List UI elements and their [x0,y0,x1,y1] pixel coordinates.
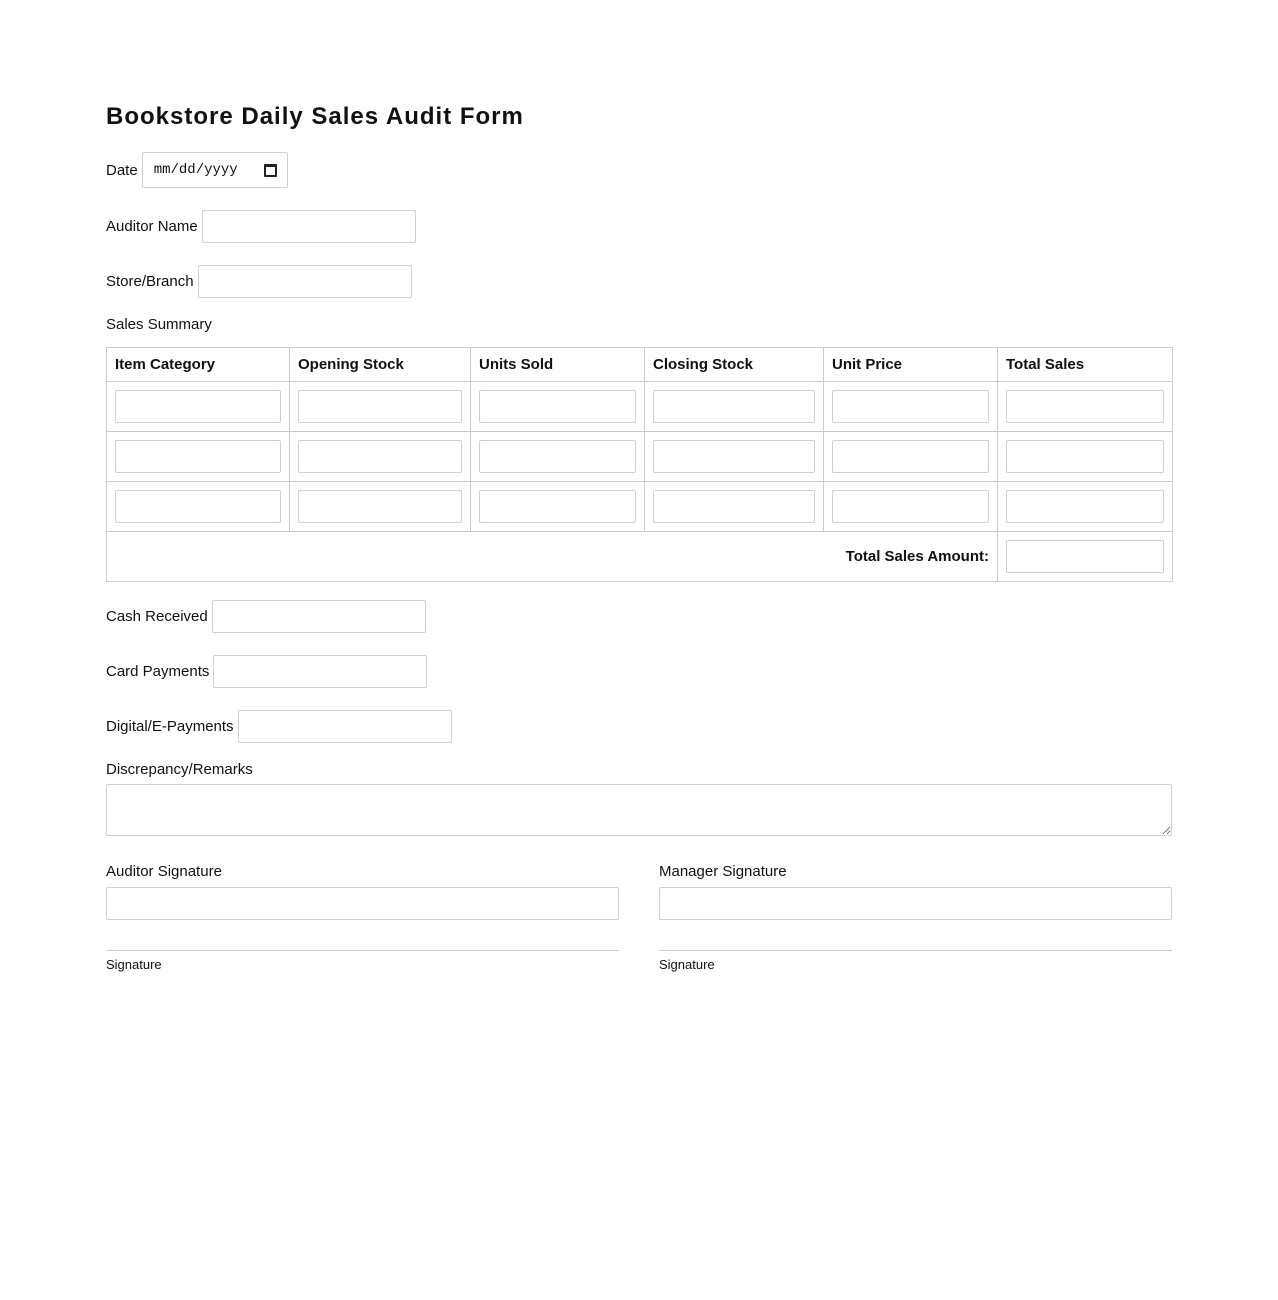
manager-signature-section [659,862,1172,972]
units-sold-input[interactable] [479,390,636,423]
digital-payments-row [106,710,452,743]
auditor-name-row [106,210,416,243]
item-category-input[interactable] [115,390,281,423]
date-label: Date [106,161,138,179]
table-row [107,482,1173,532]
opening-stock-input[interactable] [298,490,462,523]
item-category-input[interactable] [115,490,281,523]
auditor-signature-input[interactable] [106,887,619,920]
unit-price-input[interactable] [832,440,989,473]
date-input[interactable] [142,152,288,188]
auditor-signature-caption: Signature [106,957,162,972]
total-sales-input[interactable] [1006,440,1164,473]
page-title: Bookstore Daily Sales Audit Form [106,103,524,130]
total-row [107,532,1173,582]
unit-price-input[interactable] [832,390,989,423]
total-sales-input[interactable] [1006,490,1164,523]
closing-stock-input[interactable] [653,440,815,473]
sales-summary-label: Sales Summary [106,316,212,333]
manager-signature-line [659,950,1172,951]
column-header-closing-stock: Closing Stock [645,348,824,382]
card-payments-row [106,655,427,688]
total-sales-amount-label: Total Sales Amount: [107,532,998,582]
total-sales-amount-input[interactable] [1006,540,1164,573]
table-header-row [107,348,1173,382]
table-row [107,432,1173,482]
remarks-textarea[interactable] [106,784,1172,836]
manager-signature-label: Manager Signature [659,863,787,880]
column-header-item-category: Item Category [107,348,290,382]
card-payments-label: Card Payments [106,663,210,680]
date-row [106,152,288,188]
cash-received-input[interactable] [212,600,426,633]
table-row [107,382,1173,432]
closing-stock-input[interactable] [653,490,815,523]
opening-stock-input[interactable] [298,390,462,423]
digital-payments-input[interactable] [238,710,452,743]
units-sold-input[interactable] [479,440,636,473]
remarks-label: Discrepancy/Remarks [106,761,253,778]
cash-received-label: Cash Received [106,608,208,625]
date-placeholder: mm/dd/yyyy [153,162,238,178]
store-branch-row [106,265,412,298]
column-header-total-sales: Total Sales [998,348,1173,382]
units-sold-input[interactable] [479,490,636,523]
cash-received-row [106,600,426,633]
auditor-name-label: Auditor Name [106,218,198,235]
auditor-name-input[interactable] [202,210,416,243]
card-payments-input[interactable] [213,655,427,688]
column-header-opening-stock: Opening Stock [290,348,471,382]
sales-summary-table [106,347,1173,582]
opening-stock-input[interactable] [298,440,462,473]
digital-payments-label: Digital/E-Payments [106,718,234,735]
item-category-input[interactable] [115,440,281,473]
column-header-units-sold: Units Sold [471,348,645,382]
manager-signature-caption: Signature [659,957,715,972]
store-branch-input[interactable] [198,265,412,298]
column-header-unit-price: Unit Price [824,348,998,382]
calendar-icon[interactable] [264,164,277,177]
total-sales-input[interactable] [1006,390,1164,423]
auditor-signature-label: Auditor Signature [106,863,222,880]
closing-stock-input[interactable] [653,390,815,423]
store-branch-label: Store/Branch [106,273,194,290]
unit-price-input[interactable] [832,490,989,523]
manager-signature-input[interactable] [659,887,1172,920]
auditor-signature-line [106,950,619,951]
auditor-signature-section [106,862,619,972]
